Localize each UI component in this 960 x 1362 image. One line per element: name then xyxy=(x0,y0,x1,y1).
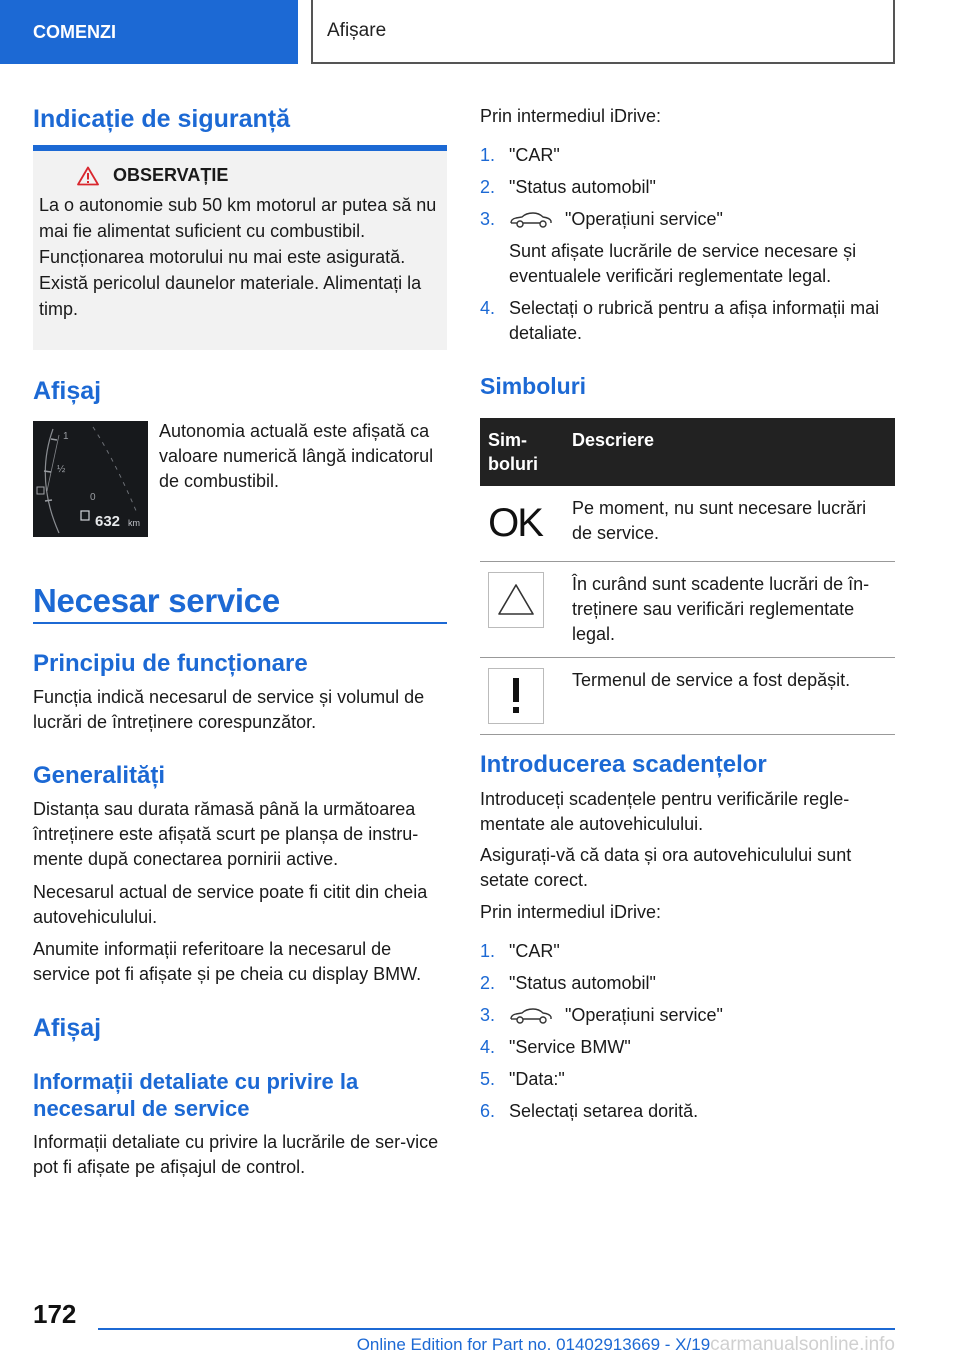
step-number: 5. xyxy=(480,1069,496,1089)
description-cell: Termenul de service a fost depășit. xyxy=(564,657,895,734)
step-number: 4. xyxy=(480,1037,496,1057)
symbol-cell xyxy=(480,561,564,657)
warning-box xyxy=(33,151,447,350)
step-text: "Operațiuni service" xyxy=(565,1005,723,1025)
idrive-intro: Prin intermediul iDrive: xyxy=(480,106,662,126)
step-text: "CAR" xyxy=(509,145,560,165)
list-item xyxy=(480,1003,895,1028)
step-text: "Status automobil" xyxy=(509,177,656,197)
deadlines-paragraph-1: Introduceți scadențele pentru verificările regle-mentate ale autovehiculului. xyxy=(480,789,850,834)
gauge-mark-1: 1 xyxy=(63,431,69,442)
general-paragraph-3: Anumite informații referitoare la necesarul de service pot fi afișate și pe cheia cu display BMW. xyxy=(33,939,422,984)
description-cell: În curând sunt scadente lucrări de în-treținere sau verificări reglementate legal. xyxy=(564,561,895,657)
deadlines-paragraph-2: Asigurați-vă că data și ora autovehiculului sunt setate corect. xyxy=(480,845,852,890)
warning-text: La o autonomie sub 50 km motorul ar putea să nu mai fie alimentat suficient cu combustibil. Funcționarea motorului nu mai este asigurată. Există pericolul daunelor materiale. Alimentați la timp. xyxy=(39,195,437,319)
step-number: 2. xyxy=(480,177,496,197)
step-number: 3. xyxy=(480,1005,496,1025)
display-heading: Afișaj xyxy=(33,377,102,405)
principle-heading: Principiu de funcționare xyxy=(33,650,308,677)
step-text: "Service BMW" xyxy=(509,1037,631,1057)
step-text: "Data:" xyxy=(509,1069,565,1089)
step-number: 4. xyxy=(480,298,496,318)
chapter-rule xyxy=(33,622,447,624)
ok-icon xyxy=(488,496,542,550)
edition-line xyxy=(98,1334,895,1360)
section-tab xyxy=(0,0,298,64)
watermark: carmanualsonline.info xyxy=(710,1334,895,1355)
car-service-icon xyxy=(509,1007,553,1025)
symbol-cell xyxy=(480,657,564,734)
edition-text: Online Edition for Part no. 01402913669 - X/19 xyxy=(356,1335,711,1354)
step-number: 2. xyxy=(480,973,496,993)
general-heading: Generalități xyxy=(33,762,166,789)
list-item xyxy=(480,971,895,996)
table-row xyxy=(480,657,895,734)
detail-heading: Informații detaliate cu privire la necesarul de service xyxy=(33,1069,359,1121)
safety-heading: Indicație de siguranță xyxy=(33,105,291,133)
warning-triangle-icon xyxy=(77,166,99,186)
step-content xyxy=(509,207,895,289)
column-header-symbols: Sim- boluri xyxy=(480,418,564,486)
column-header-description: Descriere xyxy=(564,418,895,486)
step-text: "CAR" xyxy=(509,941,560,961)
step-text: Selectați setarea dorită. xyxy=(509,1101,699,1121)
section-label: COMENZI xyxy=(33,21,116,42)
list-item xyxy=(480,1067,895,1092)
table-row xyxy=(480,561,895,657)
ok-label: OK xyxy=(488,500,542,545)
description-cell: Pe moment, nu sunt necesare lucrări de service. xyxy=(564,486,895,561)
steps-list-1 xyxy=(480,143,895,353)
triangle-icon xyxy=(488,572,544,628)
footer-rule xyxy=(98,1328,895,1330)
service-chapter-title: Necesar service xyxy=(33,582,280,619)
list-item xyxy=(480,207,895,289)
step-text: "Status automobil" xyxy=(509,973,656,993)
principle-text: Funcția indică necesarul de service și volumul de lucrări de întreținere corespunzător. xyxy=(33,687,425,732)
symbols-table xyxy=(480,418,895,735)
detail-text: Informații detaliate cu privire la lucrările de ser-vice pot fi afișate pe afișajul de control. xyxy=(33,1132,439,1177)
list-item xyxy=(480,296,895,346)
warning-title: OBSERVAȚIE xyxy=(113,165,229,185)
page-number: 172 xyxy=(33,1299,77,1329)
step-content xyxy=(509,1003,895,1028)
list-item xyxy=(480,143,895,168)
symbols-heading: Simboluri xyxy=(480,373,587,399)
list-item xyxy=(480,175,895,200)
steps-list-2 xyxy=(480,939,895,1131)
list-item xyxy=(480,939,895,964)
exclamation-icon xyxy=(488,668,544,724)
car-service-icon xyxy=(509,211,553,229)
step-subtext: Sunt afișate lucrările de service necesare și eventualele verificări reglementate legal. xyxy=(509,241,857,286)
warning-header xyxy=(39,165,439,186)
step-number: 3. xyxy=(480,209,496,229)
general-paragraph-1: Distanța sau durata rămasă până la următoarea întreținere este afișată scurt pe planșa de instru-mente după conectarea pornirii active. xyxy=(33,799,419,869)
step-number: 1. xyxy=(480,145,496,165)
step-number: 1. xyxy=(480,941,496,961)
step-text: Selectați o rubrică pentru a afișa informații mai detaliate. xyxy=(509,298,880,343)
range-unit: km xyxy=(128,518,140,528)
idrive-intro-2: Prin intermediul iDrive: xyxy=(480,902,662,922)
list-item xyxy=(480,1099,895,1124)
topic-label: Afișare xyxy=(327,20,387,41)
gauge-mark-0: 0 xyxy=(90,492,96,503)
deadlines-heading: Introducerea scadențelor xyxy=(480,751,767,778)
list-item xyxy=(480,1035,895,1060)
range-value: 632 xyxy=(95,513,121,530)
fuel-gauge-image xyxy=(33,421,148,537)
display-text: Autonomia actuală este afișată ca valoare numerică lângă indicatorul de combustibil. xyxy=(159,421,434,491)
topic-tab xyxy=(311,0,895,64)
symbol-cell xyxy=(480,486,564,561)
general-paragraph-2: Necesarul actual de service poate fi citit din cheia autovehiculului. xyxy=(33,882,428,927)
table-row xyxy=(480,486,895,561)
display2-heading: Afișaj xyxy=(33,1014,102,1042)
gauge-mark-half: ½ xyxy=(57,464,66,475)
step-number: 6. xyxy=(480,1101,496,1121)
step-text: "Operațiuni service" xyxy=(565,209,723,229)
